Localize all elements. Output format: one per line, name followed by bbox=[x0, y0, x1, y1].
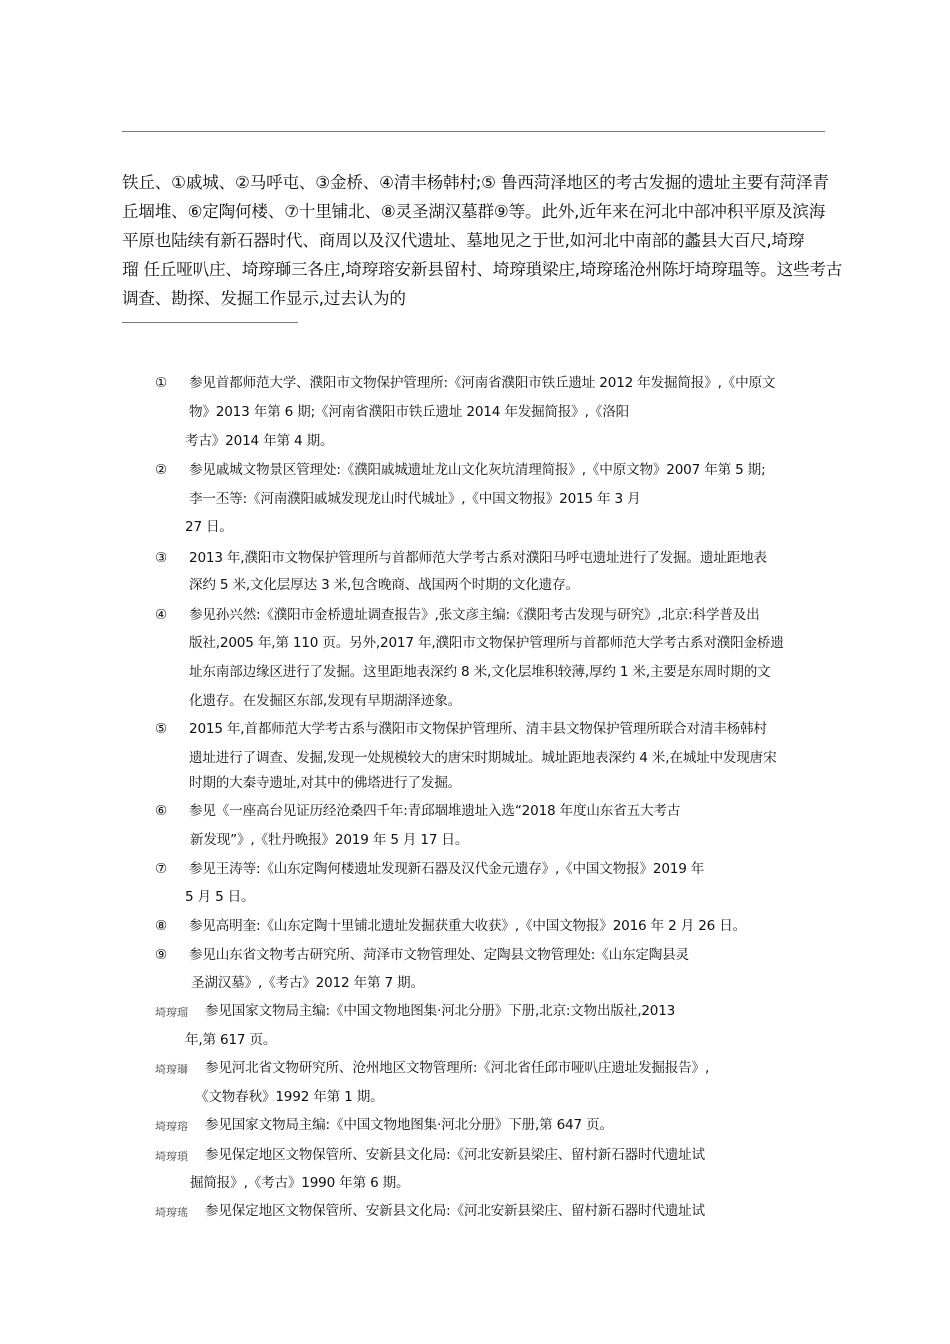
footnote-line: 《文物春秋》1992 年第 1 期。 bbox=[195, 1089, 384, 1105]
footnote-line: 参见保定地区文物保管所、安新县文化局:《河北安新县梁庄、留村新石器时代遗址试 bbox=[205, 1203, 705, 1219]
footnote-line: 参见王涛等:《山东定陶何楼遗址发现新石器及汉代金元遗存》,《中国文物报》2019 年 bbox=[189, 861, 705, 877]
footnote-marker: 埼瑏瑤 bbox=[155, 1206, 188, 1219]
footnote-line: 参见国家文物局主编:《中国文物地图集·河北分册》下册,北京:文物出版社,2013 bbox=[205, 1003, 676, 1019]
footnote-line: 2013 年,濮阳市文物保护管理所与首都师范大学考古系对濮阳马呼屯遗址进行了发掘。遗址距地表 bbox=[189, 550, 767, 566]
footnote-line: 考古》2014 年第 4 期。 bbox=[185, 433, 334, 449]
footnote-marker: 埼瑏瑠 bbox=[155, 1006, 188, 1019]
footnote-marker: 埼瑏瑣 bbox=[155, 1150, 188, 1163]
footnote-line: 参见首都师范大学、濮阳市文物保护管理所:《河南省濮阳市铁丘遗址 2012 年发掘简报》,《中原文 bbox=[189, 375, 776, 391]
footnote-marker: ⑤ bbox=[155, 721, 168, 737]
footnote-marker: ② bbox=[155, 462, 168, 478]
footnote-line: 参见孙兴然:《濮阳市金桥遗址调查报告》,张文彦主编:《濮阳考古发现与研究》,北京:科学普及出 bbox=[189, 607, 760, 623]
footnote-line: 掘简报》,《考古》1990 年第 6 期。 bbox=[190, 1175, 410, 1191]
footnote-separator bbox=[122, 322, 298, 323]
footnote-marker: ④ bbox=[155, 607, 168, 623]
footnote-line: 参见戚城文物景区管理处:《濮阳戚城遗址龙山文化灰坑清理简报》,《中原文物》2007 年第 5 期; bbox=[189, 462, 766, 478]
footnote-marker: ③ bbox=[155, 550, 168, 566]
footnote-line: 27 日。 bbox=[185, 519, 233, 535]
footnote-line: 参见《一座高台见证历经沧桑四千年:青邱堌堆遗址入选“2018 年度山东省五大考古 bbox=[189, 803, 681, 819]
footnote-line: 参见河北省文物研究所、沧州地区文物管理所:《河北省任邱市哑叭庄遗址发掘报告》, bbox=[205, 1060, 710, 1076]
footnote-line: 参见国家文物局主编:《中国文物地图集·河北分册》下册,第 647 页。 bbox=[205, 1117, 613, 1133]
footnote-marker: ⑥ bbox=[155, 803, 168, 819]
footnote-line: 版社,2005 年,第 110 页。另外,2017 年,濮阳市文物保护管理所与首都师范大学考古系对濮阳金桥遗 bbox=[189, 635, 784, 651]
footnote-line: 物》2013 年第 6 期;《河南省濮阳市铁丘遗址 2014 年发掘简报》,《洛阳 bbox=[189, 404, 629, 420]
footnote-line: 化遗存。在发掘区东部,发现有早期湖泽迹象。 bbox=[189, 693, 461, 709]
body-line: 丘堌堆、⑥定陶何楼、⑦十里铺北、⑧灵圣湖汉墓群⑨等。此外,近年来在河北中部冲积平原及滨海 bbox=[122, 202, 826, 221]
footnote-line: 遗址进行了调查、发掘,发现一处规模较大的唐宋时期城址。城址距地表深约 4 米,在城址中发现唐宋 bbox=[189, 750, 777, 766]
footnote-marker: ⑦ bbox=[155, 861, 168, 877]
footnote-line: 时期的大秦寺遗址,对其中的佛塔进行了发掘。 bbox=[189, 775, 461, 791]
footnote-marker: 埼瑏瑢 bbox=[155, 1120, 188, 1133]
footnote-line: 参见高明奎:《山东定陶十里铺北遗址发掘获重大收获》,《中国文物报》2016 年 2 月 26 日。 bbox=[189, 918, 747, 934]
footnote-line: 参见保定地区文物保管所、安新县文化局:《河北安新县梁庄、留村新石器时代遗址试 bbox=[205, 1147, 705, 1163]
footnote-line: 圣湖汉墓》,《考古》2012 年第 7 期。 bbox=[191, 975, 424, 991]
footnote-marker: 埼瑏瑡 bbox=[155, 1063, 188, 1076]
footnote-marker: ⑧ bbox=[155, 918, 168, 934]
footnote-line: 参见山东省文物考古研究所、菏泽市文物管理处、定陶县文物管理处:《山东定陶县灵 bbox=[189, 947, 689, 963]
body-line: 铁丘、①戚城、②马呼屯、③金桥、④清丰杨韩村;⑤ 鲁西菏泽地区的考古发掘的遗址主要有菏泽青 bbox=[122, 173, 829, 192]
footnote-line: 新发现”》,《牡丹晚报》2019 年 5 月 17 日。 bbox=[190, 832, 469, 848]
footnote-line: 5 月 5 日。 bbox=[185, 889, 255, 905]
body-line: 瑠 任丘哑叭庄、埼瑏瑡三各庄,埼瑏瑢安新县留村、埼瑏瑣梁庄,埼瑏瑤沧州陈圩埼瑏瑥等。这些考古 bbox=[122, 260, 843, 279]
footnote-line: 李一丕等:《河南濮阳戚城发现龙山时代城址》,《中国文物报》2015 年 3 月 bbox=[189, 491, 641, 507]
footnote-line: 年,第 617 页。 bbox=[185, 1032, 277, 1048]
footnote-marker: ⑨ bbox=[155, 947, 168, 963]
footnote-line: 2015 年,首都师范大学考古系与濮阳市文物保护管理所、清丰县文物保护管理所联合对清丰杨韩村 bbox=[189, 721, 767, 737]
header-rule bbox=[122, 131, 825, 132]
body-line: 调查、勘探、发掘工作显示,过去认为的 bbox=[122, 289, 406, 308]
body-line: 平原也陆续有新石器时代、商周以及汉代遗址、墓地见之于世,如河北中南部的蠡县大百尺,埼瑏 bbox=[122, 231, 805, 250]
footnote-line: 深约 5 米,文化层厚达 3 米,包含晚商、战国两个时期的文化遗存。 bbox=[189, 577, 579, 593]
footnote-marker: ① bbox=[155, 375, 168, 391]
footnote-line: 址东南部边缘区进行了发掘。这里距地表深约 8 米,文化层堆积较薄,厚约 1 米,主要是东周时期的文 bbox=[189, 664, 771, 680]
